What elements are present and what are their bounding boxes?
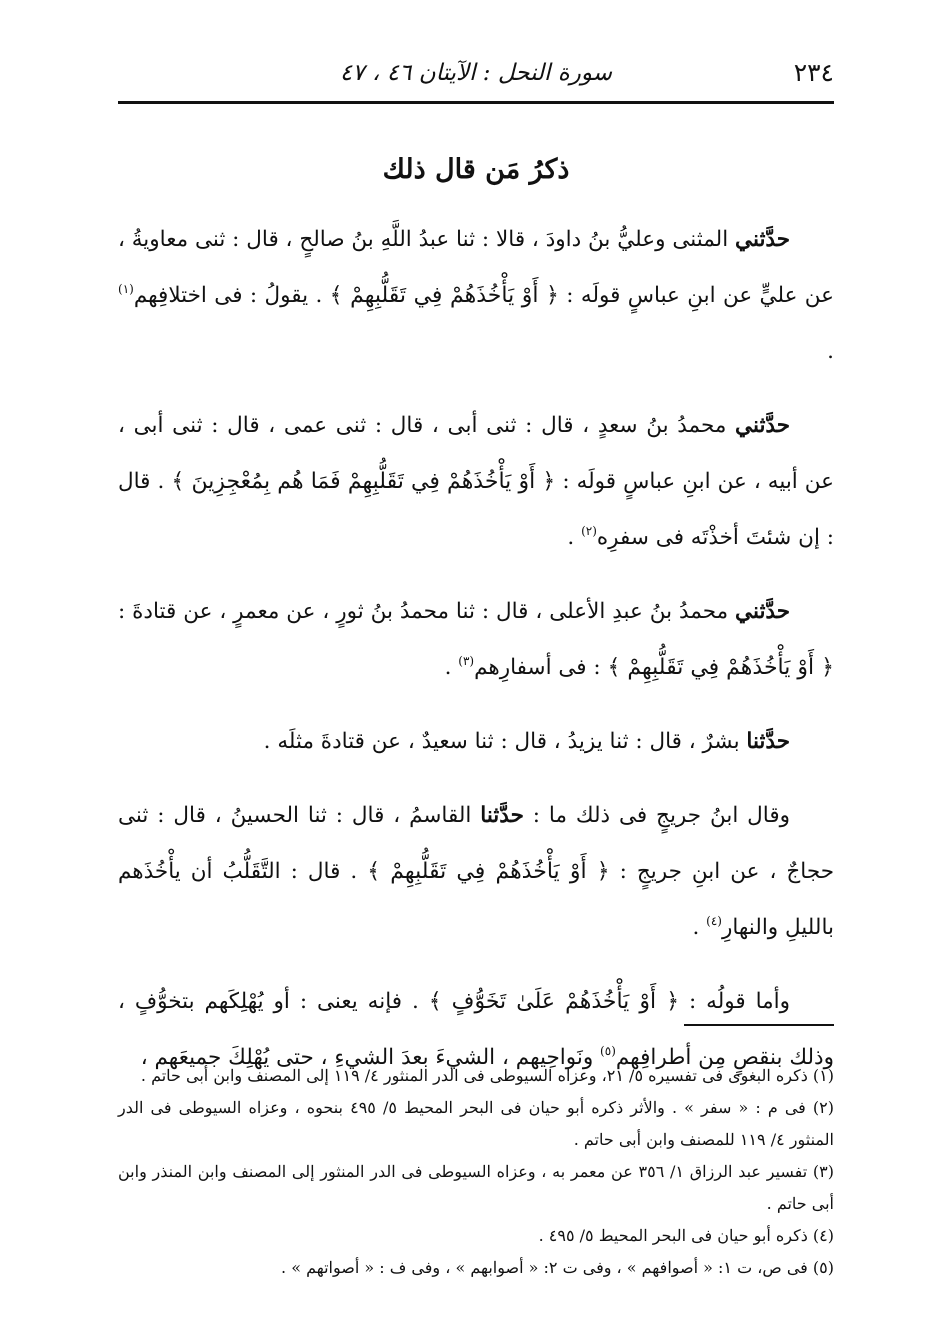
quran-verse: ﴿ أَوْ يَأْخُذَهُمْ فِي تَقَلُّبِهِمْ ﴾: [367, 859, 610, 884]
paragraph-text: وأما قولُه :: [679, 989, 790, 1014]
paragraph-text: القاسمُ ، قال : ثنا الحسينُ ، قال : ثنى حجاجٌ ، عن ابنِ جريجٍ :: [118, 803, 834, 884]
footnote-1: (١) ذكره البغوى فى تفسيره ٥/ ٢١، وعزاه السيوطى فى الدر المنثور ٤/ ١١٩ إلى المصنف وابن أبى حاتم .: [140, 1066, 834, 1085]
footnotes: [118, 1060, 834, 1284]
paragraph-2: [118, 398, 834, 566]
quran-verse: ﴿ أَوْ يَأْخُذَهُمْ فِي تَقَلُّبِهِمْ فَمَا هُم بِمُعْجِزِينَ ﴾: [171, 469, 556, 494]
footnote-marker: (٥): [600, 1044, 616, 1058]
section-heading: ذكرُ مَن قال ذلك: [382, 154, 570, 185]
paragraph-text: : فى أسفارِهم: [474, 655, 608, 680]
paragraph-text: .: [567, 525, 582, 550]
footnote-marker: (١): [118, 282, 134, 296]
footnote-4: (٤) ذكره أبو حيان فى البحر المحيط ٥/ ٤٩٥ .: [538, 1226, 834, 1245]
narration-keyword: حدَّثنا: [480, 803, 524, 828]
paragraph-text: . قال : التَّقَلُّبُ أن يأْخُذَهم بالليلِ والنهارِ: [118, 859, 834, 940]
running-title: سورة النحل : الآيتان ٤٦ ، ٤٧: [339, 60, 613, 86]
book-page: [118, 0, 834, 1334]
footnote-marker: (٤): [706, 914, 722, 928]
footnote-separator: [684, 1024, 834, 1026]
narration-keyword: حدَّثنا: [746, 729, 790, 754]
quran-verse: ﴿ أَوْ يَأْخُذَهُمْ عَلَىٰ تَخَوُّفٍ ﴾: [428, 989, 680, 1014]
paragraph-text: .: [827, 339, 834, 364]
paragraph-text: .: [444, 655, 459, 680]
narration-keyword: حدَّثني: [735, 413, 790, 438]
paragraph-text: . يقولُ : فى اختلافِهم: [133, 283, 330, 308]
quran-verse: ﴿ أَوْ يَأْخُذَهُمْ فِي تَقَلُّبِهِمْ ﴾: [329, 283, 559, 308]
main-text: [118, 212, 834, 1104]
paragraph-text: . فإنه يعنى : أو يُهْلِكَهم بتخوُّفٍ ، وذلك بنقصٍ مِن أطرافِهم: [118, 989, 834, 1070]
paragraph-text: المثنى وعليُّ بنُ داودَ ، قالا : ثنا عبدُ اللَّهِ بنُ صالحٍ ، قال : ثنى معاويةُ ، عن عليٍّ عن ابنِ عباسٍ قولَه :: [118, 227, 834, 308]
running-header: [118, 58, 834, 92]
paragraph-text: ونَواحِيهم ، الشيءَ بعدَ الشيءِ ، حتى يُهْلِكَ جميعَهم ،: [140, 1045, 601, 1070]
header-rule: [118, 101, 834, 104]
footnote-3: (٣) تفسير عبد الرزاق ١/ ٣٥٦ عن معمر به ، وعزاه السيوطى فى الدر المنثور إلى المصنف وابن المنذر وابن أبى حاتم .: [118, 1162, 834, 1213]
narration-keyword: حدَّثني: [735, 599, 790, 624]
footnote-marker: (٢): [581, 524, 597, 538]
page-number: ٢٣٤: [793, 58, 834, 87]
paragraph-3: [118, 584, 834, 696]
paragraph-text: محمدُ بنُ سعدٍ ، قال : ثنى أبى ، قال : ثنى عمى ، قال : ثنى أبى ، عن أبيه ، عن ابنِ عباسٍ قولَه :: [118, 413, 835, 494]
narration-keyword: حدَّثني: [735, 227, 790, 252]
paragraph-text: محمدُ بنُ عبدِ الأعلى ، قال : ثنا محمدُ بنُ ثورٍ ، عن معمرٍ ، عن قتادةَ :: [118, 599, 736, 624]
footnote-5: (٥) فى ص، ت ١: « أصوافهم » ، وفى ت ٢: « أصوابهم » ، وفى ف : « أصواتهم » .: [281, 1258, 834, 1277]
footnote-marker: (٣): [458, 654, 475, 668]
paragraph-1: [118, 212, 834, 380]
paragraph-5: [118, 788, 834, 956]
footnote-2: (٢) فى م : « سفر » . والأثر ذكره أبو حيان فى البحر المحيط ٥/ ٤٩٥ بنحوه ، وعزاه السيوطى فى الدر المنثور ٤/ ١١٩ للمصنف وابن أبى حاتم .: [118, 1098, 835, 1149]
paragraph-text: بشرٌ ، قال : ثنا يزيدُ ، قال : ثنا سعيدٌ ، عن قتادةَ مثلَه .: [263, 729, 747, 754]
paragraph-text: وقال ابنُ جريجٍ فى ذلك ما :: [523, 803, 791, 828]
paragraph-text: .: [692, 915, 707, 940]
quran-verse: ﴿ أَوْ يَأْخُذَهُمْ فِي تَقَلُّبِهِمْ ﴾: [607, 655, 834, 680]
paragraph-4: [118, 714, 834, 770]
paragraph-text: . قال : إن شئتَ أخذْتَه فى سفرِه: [118, 469, 834, 550]
